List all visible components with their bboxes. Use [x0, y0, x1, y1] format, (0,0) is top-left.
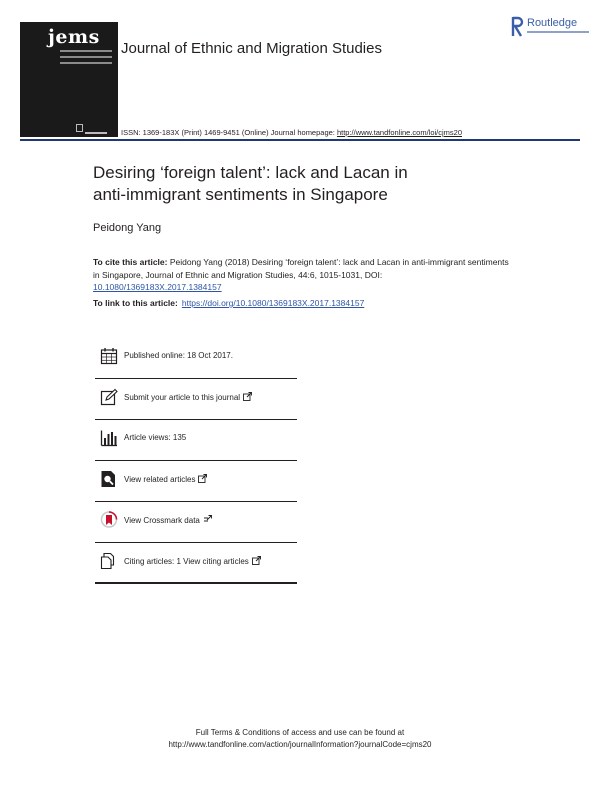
search-document-icon: [100, 470, 118, 488]
link-to-label: To link to this article:: [93, 298, 178, 308]
calendar-icon: [100, 347, 118, 365]
copy-icon: [100, 552, 118, 570]
crossmark-link[interactable]: [124, 515, 212, 525]
cover-publisher-mark: [76, 124, 112, 132]
publisher-logo[interactable]: [511, 16, 591, 40]
header-divider: [20, 139, 580, 141]
footer-terms-url[interactable]: http://www.tandfonline.com/action/journalInformation?journalCode=cjms20: [168, 740, 432, 749]
article-info-list: [95, 338, 297, 584]
link-to-article: [93, 298, 364, 308]
author-name: Peidong Yang: [93, 222, 162, 234]
related-articles-label: View related articles: [124, 475, 196, 484]
published-date-label: Published online: 18 Oct 2017.: [124, 351, 233, 360]
list-item-citing[interactable]: [95, 543, 297, 584]
list-item-published: [95, 338, 297, 379]
citing-articles-label: Citing articles: 1 View citing articles: [124, 557, 249, 566]
citing-articles-link[interactable]: [124, 556, 261, 566]
external-link-icon: [243, 392, 252, 401]
submit-article-link[interactable]: [124, 392, 252, 402]
terms-footer: [100, 727, 500, 751]
related-articles-link[interactable]: [124, 474, 207, 484]
article-title: Desiring ‘foreign talent’: lack and Lacan in anti-immigrant sentiments in Singapore: [93, 163, 408, 204]
submit-article-label: Submit your article to this journal: [124, 393, 241, 402]
issn-text: ISSN: 1369-183X (Print) 1469-9451 (Online) Journal homepage:: [121, 128, 337, 137]
external-link-icon: [198, 474, 207, 483]
citation-block: [93, 256, 513, 294]
citation-label: To cite this article:: [93, 257, 168, 267]
list-item-views: [95, 420, 297, 461]
journal-homepage-link[interactable]: http://www.tandfonline.com/loi/cjms20: [336, 128, 463, 137]
footer-terms-text: Full Terms & Conditions of access and use can be found at: [195, 728, 405, 737]
edit-icon: [100, 388, 118, 406]
citation-text: Peidong Yang (2018) Desiring ‘foreign talent’: lack and Lacan in anti-immigrant sentiments in Singapore, Journal of Ethnic and Migration Studies, 44:6, 1015-1031, DOI:: [93, 257, 509, 280]
article-doi-url[interactable]: https://doi.org/10.1080/1369183X.2017.1384157: [181, 298, 365, 308]
external-link-icon: [203, 515, 212, 524]
external-link-icon: [252, 556, 261, 565]
cover-logo: jems: [48, 26, 100, 48]
list-item-crossmark[interactable]: [95, 502, 297, 543]
cover-subtitle-lines: [60, 50, 112, 68]
crossmark-icon: [100, 511, 118, 529]
issn-line: [121, 128, 462, 137]
publisher-name: Routledge: [527, 17, 578, 29]
bar-chart-icon: [100, 429, 118, 447]
list-item-related[interactable]: [95, 461, 297, 502]
publisher-tagline-mark: [527, 31, 589, 33]
article-views-label: Article views: 135: [124, 433, 187, 442]
journal-cover-image[interactable]: [20, 22, 118, 137]
routledge-r-icon: [511, 16, 524, 38]
list-item-submit[interactable]: [95, 379, 297, 420]
journal-title[interactable]: Journal of Ethnic and Migration Studies: [121, 40, 382, 57]
citation-doi-link[interactable]: 10.1080/1369183X.2017.1384157: [93, 282, 222, 292]
crossmark-label: View Crossmark data: [124, 516, 200, 525]
